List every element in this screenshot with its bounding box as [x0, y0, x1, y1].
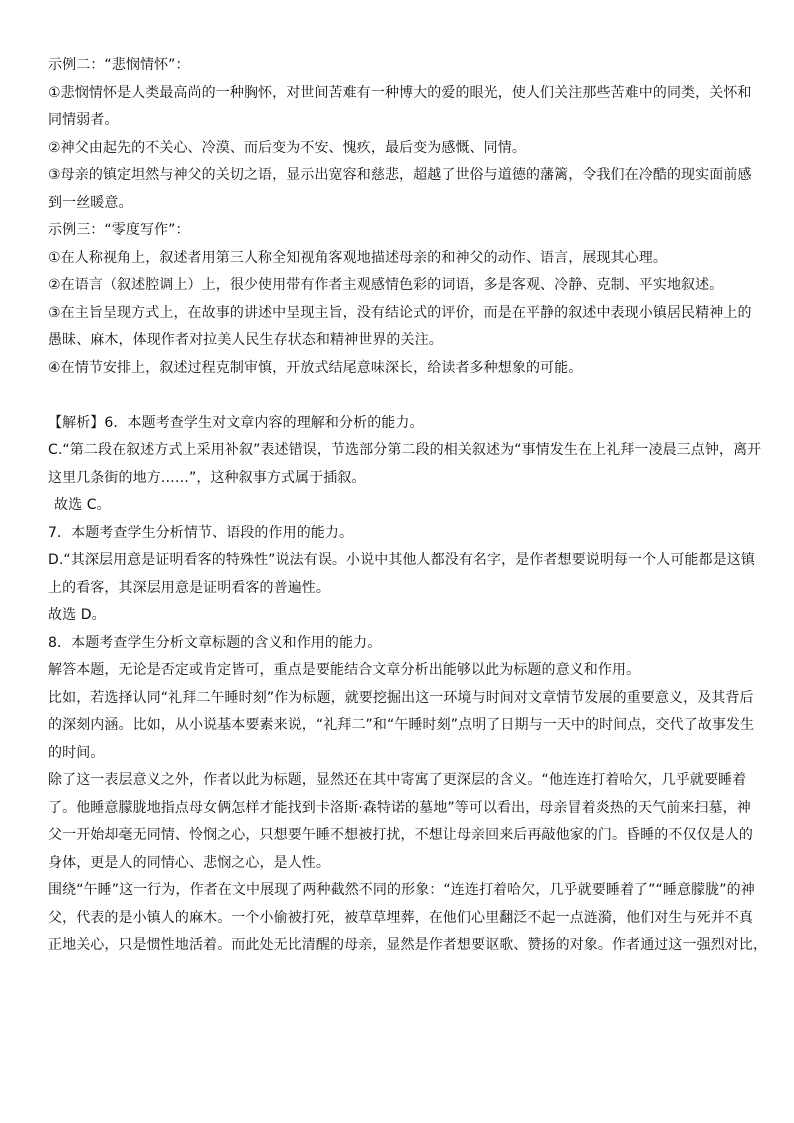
paragraph-line: 愚昧、麻木，体现作者对拉美人民生存状态和精神世界的关注。 — [48, 332, 443, 348]
paragraph-line: 比如，若选择认同“礼拜二午睡时刻”作为标题，就要挖掘出这一环境与时间对文章情节发展的重要意义，及其背后 — [48, 689, 754, 706]
paragraph-line: 了。他睡意朦胧地指点母女俩怎样才能找到卡洛斯·森特诺的墓地”等可以看出，母亲冒着炎热的天气前来扫墓，神 — [48, 799, 751, 816]
paragraph-line: 解答本题，无论是否定或肯定皆可，重点是要能结合文章分析出能够以此为标题的意义和作用。 — [48, 662, 641, 678]
paragraph-line: 到一丝暖意。 — [48, 194, 133, 211]
answer-choice-line: 故选 C。 — [54, 497, 111, 513]
paragraph-line: ①悲悯情怀是人类最高尚的一种胸怀，对世间苦难有一种博大的爱的眼光，使人们关注那些苦难中的同类，关怀和 — [48, 84, 752, 101]
question-7-heading: 7．本题考查学生分析情节、语段的作用的能力。 — [48, 524, 354, 541]
example-two-heading: 示例二：“悲悯情怀”： — [48, 57, 190, 73]
example-three-heading: 示例三：“零度写作”： — [48, 222, 190, 238]
paragraph-line: 的深刻内涵。比如，从小说基本要素来说，“礼拜二”和“午睡时刻”点明了日期与一天中的时间点，交代了故事发生 — [48, 717, 755, 733]
paragraph-line: 正地关心，只是惯性地活着。而此处无比清醒的母亲，显然是作者想要讴歌、赞扬的对象。作者通过这一强烈对比， — [48, 937, 768, 953]
paragraph-line: ②在语言（叙述腔调上）上，很少使用带有作者主观感情色彩的词语，多是客观、冷静、克制、平实地叙述。 — [48, 277, 724, 293]
answer-choice-line: 故选 D。 — [48, 607, 106, 623]
analysis-section — [48, 410, 768, 960]
paragraph-line: 父，代表的是小镇人的麻木。一个小偷被打死，被草草埋葬，在他们心里翻泛不起一点涟漪，他们对生与死并不真 — [48, 909, 753, 926]
paragraph-line: 除了这一表层意义之外，作者以此为标题，显然还在其中寄寓了更深层的含义。“他连连打着哈欠，几乎就要睡着 — [48, 772, 747, 788]
paragraph-line: ③母亲的镇定坦然与神父的关切之语，显示出宽容和慈悲，超越了世俗与道德的藩篱，令我们在冷酷的现实面前感 — [48, 167, 752, 183]
paragraph-line: ④在情节安排上，叙述过程克制审慎，开放式结尾意味深长，给读者多种想象的可能。 — [48, 359, 583, 376]
paragraph-line: 身体，更是人的同情心、悲悯之心，是人性。 — [48, 854, 330, 871]
paragraph-line: ③在主旨呈现方式上，在故事的讲述中呈现主旨，没有结论式的评价，而是在平静的叙述中表现小镇居民精神上的 — [48, 304, 752, 321]
paragraph-line: 这里几条街的地方……”，这种叙事方式属于插叙。 — [48, 469, 366, 486]
paragraph-line: 的时间。 — [48, 744, 105, 761]
paragraph-line: 同情弱者。 — [48, 112, 119, 128]
answer-examples-section — [48, 52, 750, 382]
document-page — [48, 52, 768, 960]
paragraph-line: 上的看客，其深层用意是证明看客的普遍性。 — [48, 579, 330, 596]
analysis-heading: 【解析】6．本题考查学生对文章内容的理解和分析的能力。 — [48, 414, 424, 431]
question-8-heading: 8．本题考查学生分析文章标题的含义和作用的能力。 — [48, 634, 382, 651]
paragraph-line: ②神父由起先的不关心、冷漠、而后变为不安、愧疚，最后变为感慨、同情。 — [48, 139, 526, 156]
paragraph-line: D.“其深层用意是证明看客的特殊性”说法有误。小说中其他人都没有名字，是作者想要说明每一个人可能都是这镇 — [48, 552, 755, 568]
paragraph-line: 父一开始却毫无同情、怜悯之心，只想要午睡不想被打扰，不想让母亲回来后再敲他家的门。昏睡的不仅仅是人的 — [48, 827, 753, 843]
paragraph-line: 围绕“午睡”这一行为，作者在文中展现了两种截然不同的形象：“连连打着哈欠，几乎就要睡着了”“睡意朦胧”的神 — [48, 882, 755, 898]
paragraph-line: C.“第二段在叙述方式上采用补叙”表述错误，节选部分第二段的相关叙述为“事情发生在上礼拜一凌晨三点钟，离开 — [48, 442, 762, 458]
paragraph-line: ①在人称视角上，叙述者用第三人称全知视角客观地描述母亲的和神父的动作、语言，展现其心理。 — [48, 249, 667, 266]
section-spacer — [48, 382, 750, 410]
